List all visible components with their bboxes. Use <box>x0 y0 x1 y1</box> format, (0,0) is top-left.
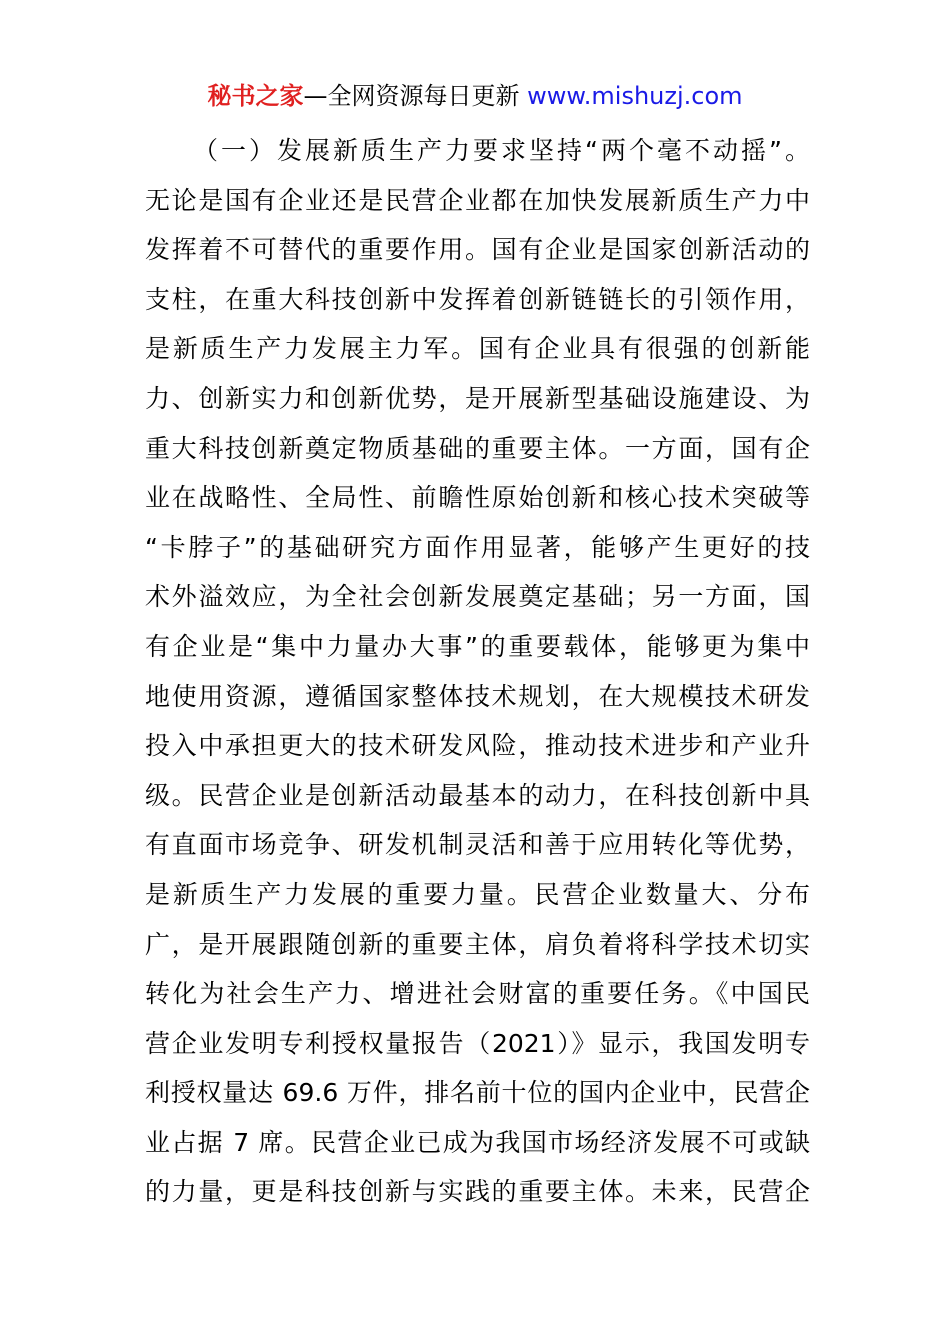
paragraph-line: 无论是国有企业还是民营企业都在加快发展新质生产力中 <box>145 185 810 215</box>
paragraph-line: 投入中承担更大的技术研发风险，推动技术进步和产业升 <box>145 731 810 761</box>
paragraph-line: 是新质生产力发展的重要力量。民营企业数量大、分布 <box>145 879 810 909</box>
document-body <box>145 126 810 1217</box>
paragraph-line: 地使用资源，遵循国家整体技术规划，在大规模技术研发 <box>145 681 810 711</box>
paragraph-line: “卡脖子”的基础研究方面作用显著，能够产生更好的技 <box>145 532 810 562</box>
paragraph-line: 利授权量达 69.6 万件，排名前十位的国内企业中，民营企 <box>145 1078 810 1108</box>
paragraph-line: 有企业是“集中力量办大事”的重要载体，能够更为集中 <box>145 631 810 661</box>
paragraph-line: 的力量，更是科技创新与实践的重要主体。未来，民营企 <box>145 1177 810 1207</box>
paragraph-line: 转化为社会生产力、增进社会财富的重要任务。《中国民 <box>145 979 810 1009</box>
paragraph-line: 重大科技创新奠定物质基础的重要主体。一方面，国有企 <box>145 433 810 463</box>
paragraph-line: 营企业发明专利授权量报告（2021）》显示，我国发明专 <box>145 1028 810 1058</box>
paragraph-line: 级。民营企业是创新活动最基本的动力，在科技创新中具 <box>145 780 810 810</box>
paragraph-line: 术外溢效应，为全社会创新发展奠定基础；另一方面，国 <box>145 582 810 612</box>
header-tagline: —全网资源每日更新 <box>303 82 528 110</box>
paragraph-line: 力、创新实力和创新优势，是开展新型基础设施建设、为 <box>145 383 810 413</box>
paragraph-line: 业占据 7 席。民营企业已成为我国市场经济发展不可或缺 <box>145 1127 810 1157</box>
paragraph-line: 支柱，在重大科技创新中发挥着创新链链长的引领作用， <box>145 284 810 314</box>
page-header <box>0 80 950 112</box>
paragraph-line: 业在战略性、全局性、前瞻性原始创新和核心技术突破等 <box>145 483 810 513</box>
paragraph-line: （一）发展新质生产力要求坚持“两个毫不动摇”。 <box>193 136 810 165</box>
paragraph-line: 是新质生产力发展主力军。国有企业具有很强的创新能 <box>145 334 810 364</box>
paragraph-line: 有直面市场竞争、研发机制灵活和善于应用转化等优势， <box>145 830 810 860</box>
paragraph-line: 发挥着不可替代的重要作用。国有企业是国家创新活动的 <box>145 235 810 265</box>
brand-name: 秘书之家 <box>207 82 304 110</box>
site-url-link[interactable]: www.mishuzj.com <box>527 82 743 110</box>
paragraph-line: 广，是开展跟随创新的重要主体，肩负着将科学技术切实 <box>145 929 810 959</box>
